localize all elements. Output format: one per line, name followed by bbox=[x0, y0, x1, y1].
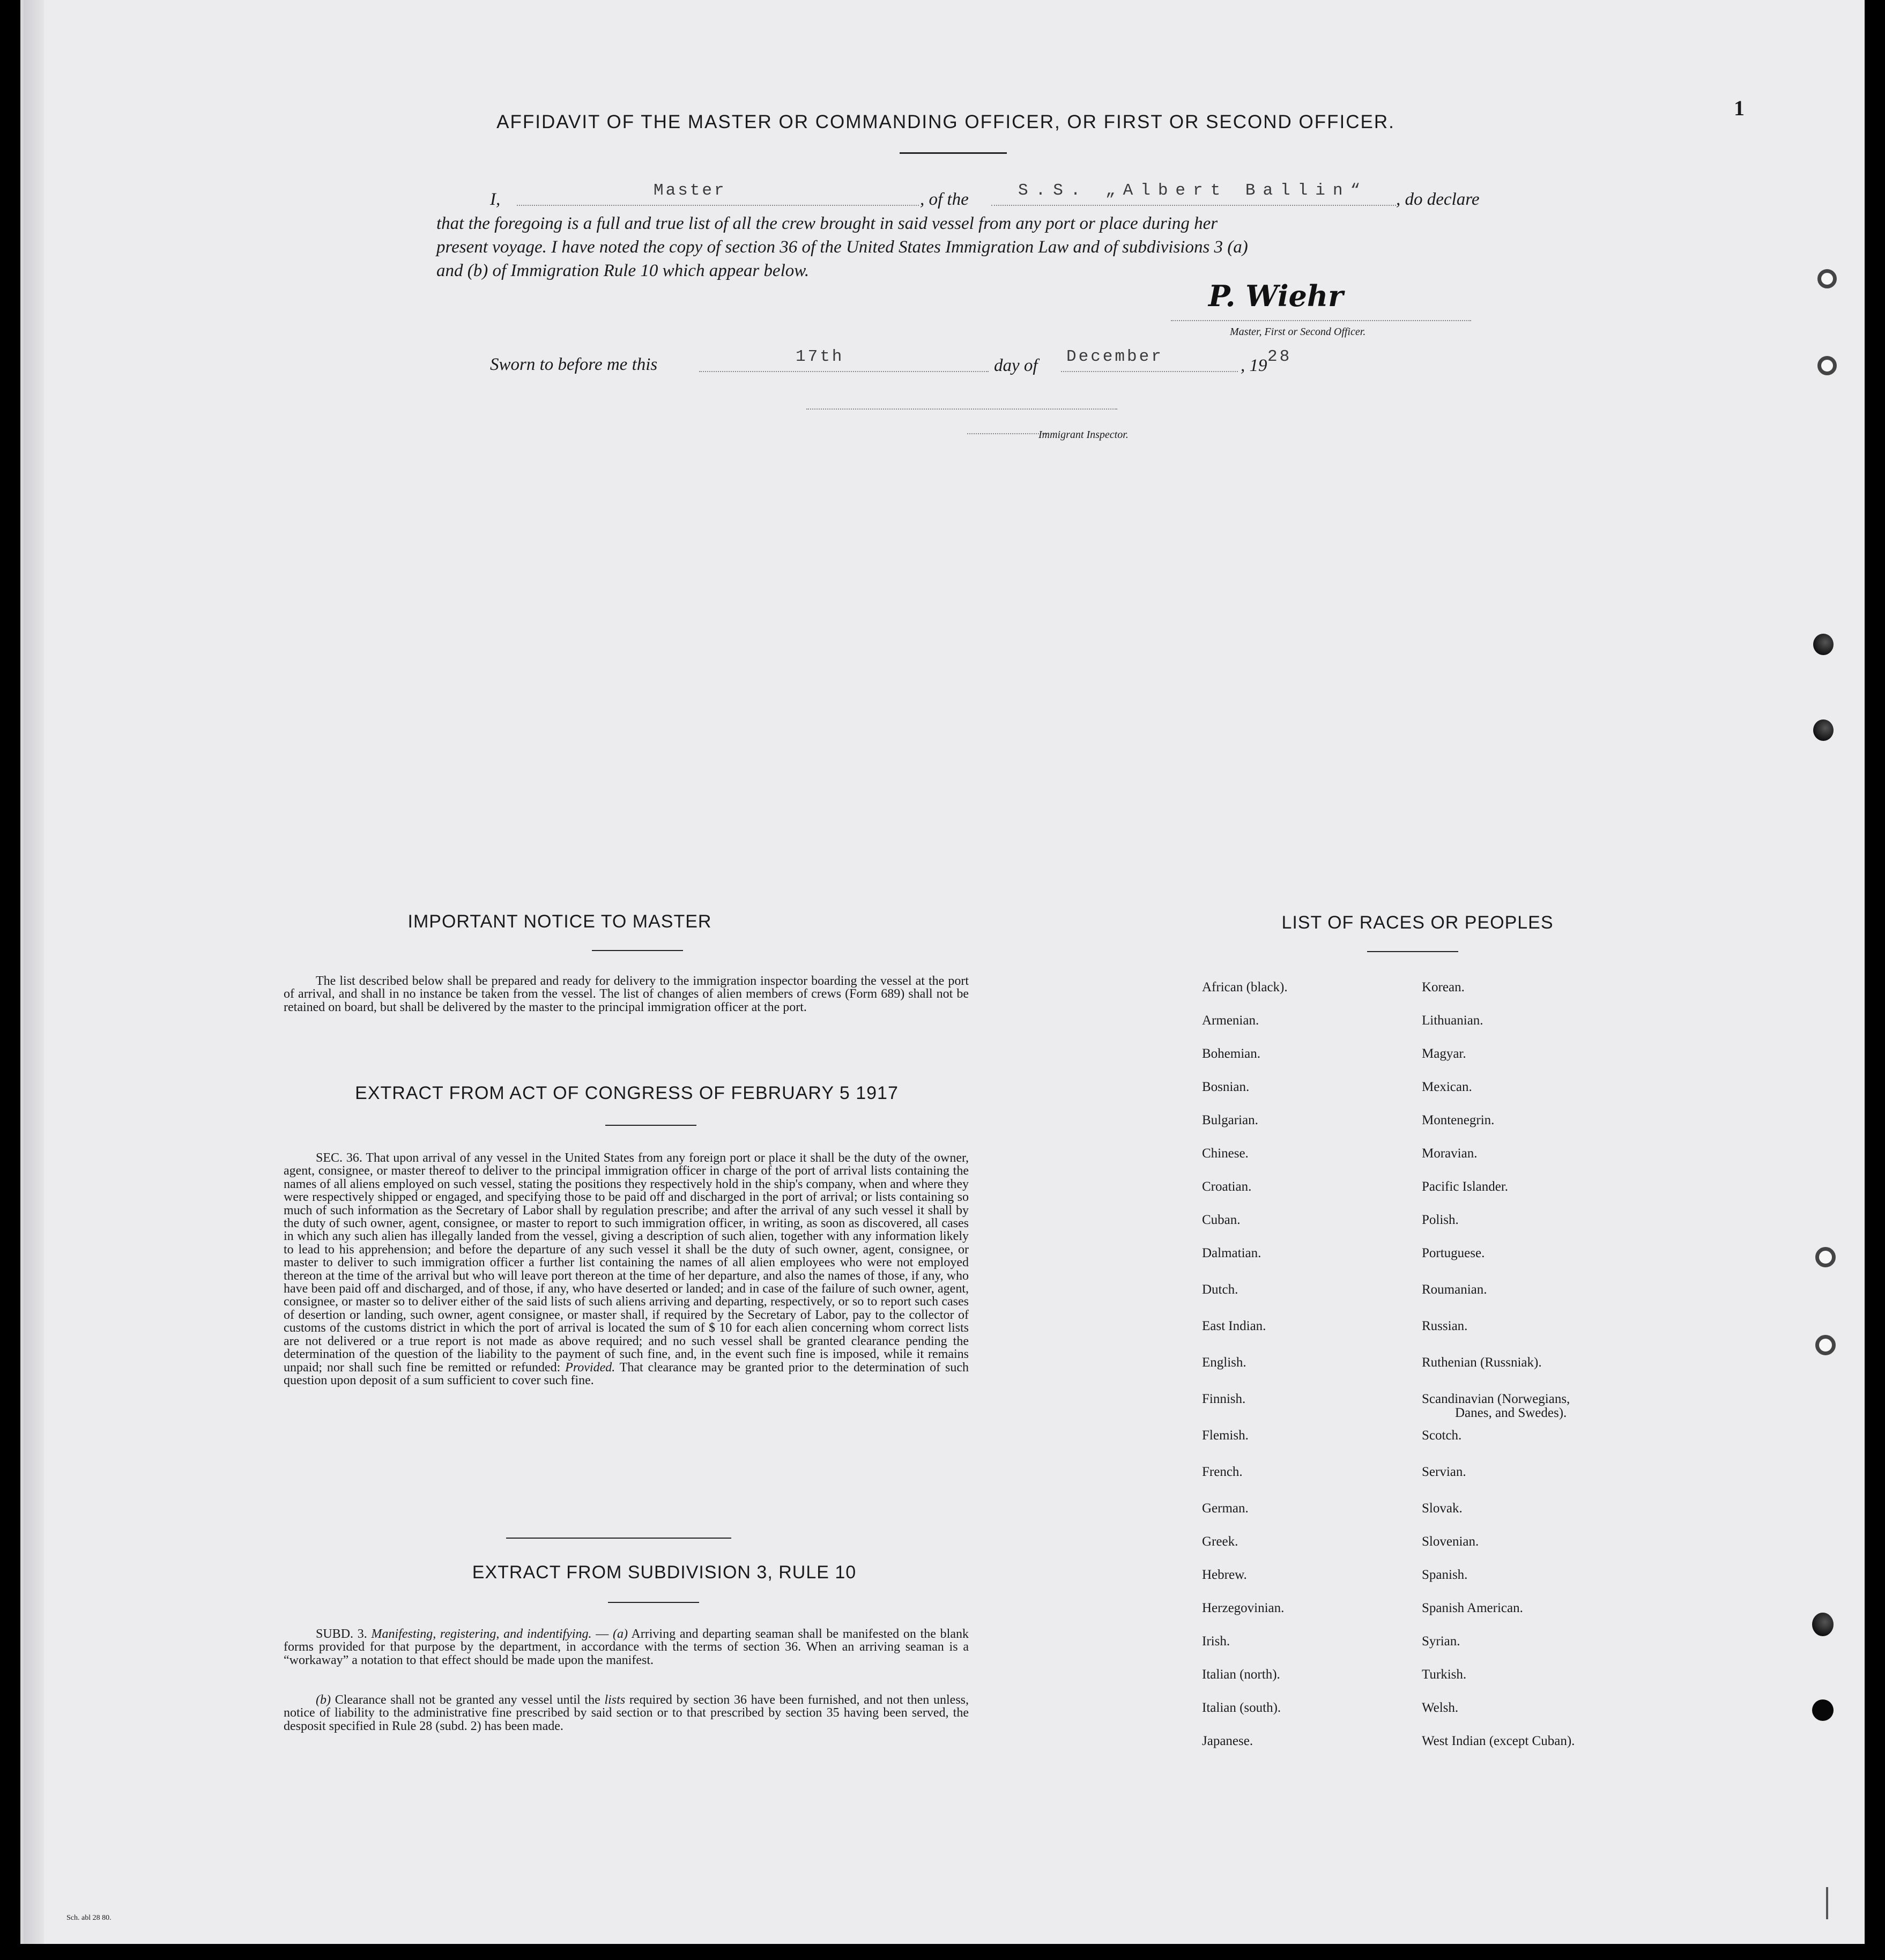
affidavit-i-label: I, bbox=[490, 190, 501, 209]
punch-hole bbox=[1817, 269, 1837, 288]
race-item: Hebrew. bbox=[1202, 1568, 1247, 1582]
race-item: Polish. bbox=[1422, 1213, 1459, 1227]
subd-heading: Manifesting, registering, and indentifying. bbox=[371, 1627, 592, 1641]
punch-hole bbox=[1815, 1335, 1836, 1355]
punch-hole bbox=[1813, 719, 1834, 741]
subd-label: SUBD. 3. bbox=[316, 1627, 367, 1641]
subd-b-lists: lists bbox=[604, 1693, 626, 1707]
subd-a-body: Arriving and departing seaman shall be manifested on the blank forms provided for that purpose by the department, in accordance with the terms of section 36. When an arriving seaman is a “workaway” a notation to that effect should be made upon the manifest. bbox=[284, 1627, 969, 1667]
sworn-label: Sworn to before me this bbox=[490, 355, 658, 374]
subd-3-a-text: SUBD. 3. Manifesting, registering, and indentifying. — (a) Arriving and departing seaman shall be manifested on the blank forms provided for that purpose by the department, in accordance with the terms of section 36. When an arriving seaman is a “workaway” a notation to that effect should be made upon the manifest. bbox=[284, 1627, 969, 1667]
extract-act-underline bbox=[605, 1125, 696, 1126]
race-item: Cuban. bbox=[1202, 1213, 1241, 1227]
race-item: Russian. bbox=[1422, 1319, 1468, 1333]
subd-b-label: (b) bbox=[316, 1693, 331, 1707]
affidavit-line-4: and (b) of Immigration Rule 10 which appear below. bbox=[436, 261, 810, 280]
provided-label: Provided. bbox=[565, 1360, 615, 1375]
master-name-value: Master bbox=[654, 181, 726, 200]
inspector-signature-line bbox=[806, 398, 1117, 410]
race-item: Herzegovinian. bbox=[1202, 1601, 1285, 1615]
subd-b-body-1: Clearance shall not be granted any vessel until the bbox=[335, 1693, 600, 1707]
document-page bbox=[20, 0, 1865, 1944]
edge-tick bbox=[1826, 1887, 1828, 1919]
title-underline bbox=[900, 152, 1007, 154]
race-item: Roumanian. bbox=[1422, 1282, 1487, 1297]
race-item: Turkish. bbox=[1422, 1667, 1467, 1682]
punch-hole bbox=[1812, 1699, 1834, 1721]
sworn-year-value: 28 bbox=[1267, 347, 1292, 366]
race-item: Slovak. bbox=[1422, 1501, 1463, 1516]
race-item: West Indian (except Cuban). bbox=[1422, 1734, 1575, 1748]
notice-underline bbox=[592, 950, 683, 951]
extract-rule-underline bbox=[608, 1602, 699, 1603]
signature-caption: Master, First or Second Officer. bbox=[1230, 326, 1366, 338]
race-item: Welsh. bbox=[1422, 1701, 1459, 1715]
race-item: Portuguese. bbox=[1422, 1246, 1485, 1260]
vessel-name-value: S.S. „Albert Ballin“ bbox=[1018, 181, 1368, 200]
extract-rule-title: EXTRACT FROM SUBDIVISION 3, RULE 10 bbox=[472, 1562, 857, 1583]
race-item: Croatian. bbox=[1202, 1179, 1252, 1194]
race-item: Lithuanian. bbox=[1422, 1013, 1483, 1028]
sworn-day-value: 17th bbox=[796, 347, 844, 366]
race-item: Italian (north). bbox=[1202, 1667, 1280, 1682]
extract-divider bbox=[506, 1538, 731, 1539]
sworn-month-value: December bbox=[1066, 347, 1163, 366]
notice-text: The list described below shall be prepared and ready for delivery to the immigration inspector boarding the vessel at the port of arrival, and shall in no instance be taken from the vessel. The list of changes of alien members of crews (Form 689) shall not be retained on board, but shall be delivered by the master to the principal immigration officer at the port. bbox=[284, 974, 969, 1014]
race-item: Magyar. bbox=[1422, 1046, 1466, 1061]
race-item: Greek. bbox=[1202, 1534, 1238, 1549]
race-item: French. bbox=[1202, 1465, 1243, 1479]
form-code: Sch. abl 28 80. bbox=[66, 1914, 112, 1922]
races-underline bbox=[1367, 951, 1458, 952]
race-item: English. bbox=[1202, 1355, 1246, 1370]
race-item: Moravian. bbox=[1422, 1146, 1478, 1161]
punch-hole bbox=[1815, 1247, 1836, 1267]
subd-b-body-2: required by section 36 have been furnished, and not then unless, notice of liability to the administrative fine prescribed by said section or to that prescribed by section 35 having been served, the desposit specified in Rule 28 (subd. 2) has been made. bbox=[284, 1693, 969, 1733]
day-of-label: day of bbox=[994, 356, 1038, 375]
race-item: Scotch. bbox=[1422, 1428, 1462, 1443]
race-item: Servian. bbox=[1422, 1465, 1466, 1479]
race-item: Ruthenian (Russniak). bbox=[1422, 1355, 1542, 1370]
race-item: Bulgarian. bbox=[1202, 1113, 1258, 1127]
race-item: Chinese. bbox=[1202, 1146, 1249, 1161]
race-item: Japanese. bbox=[1202, 1734, 1253, 1748]
inspector-caption: Immigrant Inspector. bbox=[1038, 429, 1129, 441]
race-item: Bohemian. bbox=[1202, 1046, 1261, 1061]
of-the-label: , of the bbox=[920, 190, 969, 209]
race-item: Danes, and Swedes). bbox=[1455, 1406, 1567, 1420]
sec-36-text bbox=[284, 1152, 969, 1387]
affidavit-title: AFFIDAVIT OF THE MASTER OR COMMANDING OFFICER, OR FIRST OR SECOND OFFICER. bbox=[496, 112, 1395, 132]
race-item: Flemish. bbox=[1202, 1428, 1249, 1443]
page-mark: 1 bbox=[1734, 96, 1745, 120]
race-item: Italian (south). bbox=[1202, 1701, 1281, 1715]
race-item: Dalmatian. bbox=[1202, 1246, 1261, 1260]
punch-hole bbox=[1813, 634, 1834, 655]
year-prefix-label: , 19 bbox=[1241, 356, 1267, 375]
race-item: Syrian. bbox=[1422, 1634, 1460, 1649]
sec-36-body: That upon arrival of any vessel in the United States from any foreign port or place it shall be the duty of the owner, agent, consignee, or master thereof to deliver to the principal immigration officer in charge of the port of arrival lists containing the names of all aliens employed on such vessel, stating the positions they respectively hold in the ship's company, when and where they were respectively shipped or engaged, and specifying those to be paid off and discharged in the port of arrival; or lists containing so much of such information as the Secretary of Labor shall by regulation prescribe; and after the arrival of any such vessel it shall by the duty of such owner, agent, consignee, or master to report to such immigration officer, in writing, as soon as discovered, all cases in which any such alien has illegally landed from the vessel, giving a description of such alien, together with any information likely to lead to his apprehension; and before the departure of any such vessel it shall be the duty of such owner, agent, consignee, or master to deliver to such immigration officer a further list containing the names of all alien employees who were not employed thereon at the time of the arrival but who will leave port thereon at the time of her departure, and also the names of those, if any, who have been paid off and discharged, and of those, if any, who have deserted or landed; and in case of the failure of such owner, agent, consignee, or master so to deliver either of the said lists of such aliens arriving and departing, respectively, or so to report such cases of desertion or landing, such owner, agent consignee, or master shall, if required by the Secretary of Labor, pay to the collector of customs of the customs district in which the port of arrival is located the sum of $ 10 for each alien concerning whom correct lists are not delivered or a true report is not made as above required; and no such vessel shall be granted clearance pending the determination of the question of the liability to the payment of such fine, and, in the event such fine is imposed, while it remains unpaid; nor shall such fine be remitted or refunded: bbox=[284, 1151, 969, 1375]
affidavit-line-3: present voyage. I have noted the copy of section 36 of the United States Immigration Law and of subdivisions 3 (a) bbox=[436, 237, 1248, 257]
extract-act-title: EXTRACT FROM ACT OF CONGRESS OF FEBRUARY 5 1917 bbox=[355, 1083, 899, 1103]
race-item: Pacific Islander. bbox=[1422, 1179, 1509, 1194]
race-item: Spanish. bbox=[1422, 1568, 1468, 1582]
sec-36-tail: That clearance may be granted prior to the determination of such question upon deposit of a sum sufficient to cover such fine. bbox=[284, 1360, 969, 1387]
affidavit-line-2: that the foregoing is a full and true list of all the crew brought in said vessel from any port or place during her bbox=[436, 214, 1218, 233]
race-item: Korean. bbox=[1422, 980, 1465, 994]
subd-a-label: (a) bbox=[613, 1627, 628, 1641]
race-item: German. bbox=[1202, 1501, 1249, 1516]
race-item: Montenegrin. bbox=[1422, 1113, 1495, 1127]
race-item: Scandinavian (Norwegians, bbox=[1422, 1392, 1570, 1406]
inspector-short-line bbox=[967, 422, 1048, 434]
sec-label: SEC. 36. bbox=[316, 1151, 362, 1165]
do-declare-label: , do declare bbox=[1396, 190, 1480, 209]
punch-hole bbox=[1812, 1613, 1834, 1636]
races-title: LIST OF RACES OR PEOPLES bbox=[1281, 912, 1554, 933]
race-item: Bosnian. bbox=[1202, 1080, 1250, 1094]
race-item: Spanish American. bbox=[1422, 1601, 1523, 1615]
subd-3-b-text bbox=[284, 1694, 969, 1733]
race-item: Mexican. bbox=[1422, 1080, 1472, 1094]
master-signature: P. Wiehr bbox=[1208, 279, 1344, 313]
race-item: East Indian. bbox=[1202, 1319, 1266, 1333]
race-item: Armenian. bbox=[1202, 1013, 1259, 1028]
race-item: Finnish. bbox=[1202, 1392, 1246, 1406]
notice-title: IMPORTANT NOTICE TO MASTER bbox=[407, 911, 712, 932]
race-item: African (black). bbox=[1202, 980, 1288, 994]
race-item: Slovenian. bbox=[1422, 1534, 1479, 1549]
race-item: Irish. bbox=[1202, 1634, 1230, 1649]
race-item: Dutch. bbox=[1202, 1282, 1238, 1297]
punch-hole bbox=[1817, 356, 1837, 375]
